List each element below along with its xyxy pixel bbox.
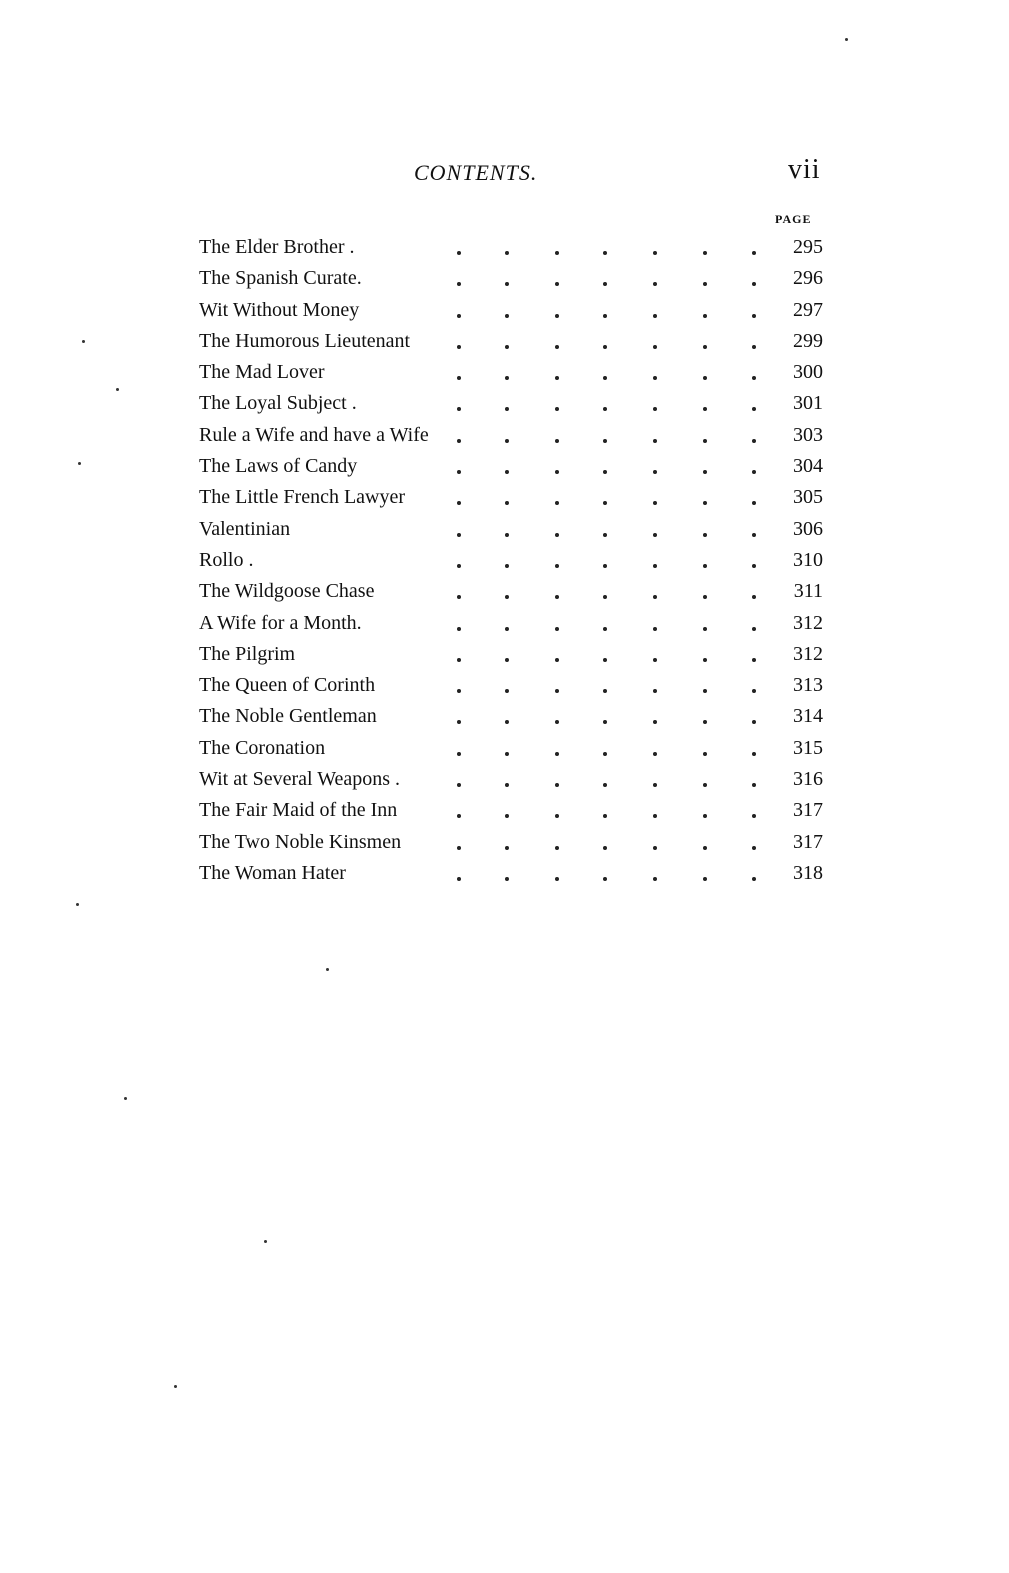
entry-title: The Spanish Curate. — [199, 263, 366, 294]
entry-page-number: 297 — [793, 298, 823, 321]
page-column-label: PAGE — [775, 212, 812, 226]
entry-title: The Loyal Subject . — [199, 388, 361, 419]
toc-entry — [199, 764, 829, 795]
entry-page-number: 299 — [793, 329, 823, 352]
toc-entry — [199, 263, 829, 294]
toc-entry — [199, 232, 829, 263]
entry-page-number: 316 — [793, 768, 823, 791]
entry-title: The Wildgoose Chase — [199, 576, 378, 607]
dot-leader — [199, 545, 765, 576]
toc-entry — [199, 733, 829, 764]
toc-entry — [199, 514, 829, 545]
entry-page-number: 305 — [793, 486, 823, 509]
toc-entry — [199, 827, 829, 858]
print-speck — [174, 1385, 177, 1388]
toc-entry — [199, 545, 829, 576]
entry-page-number: 312 — [793, 642, 823, 665]
toc-entry — [199, 608, 829, 639]
toc-entry — [199, 858, 829, 889]
entry-title: Rollo . — [199, 545, 257, 576]
toc-entry — [199, 482, 829, 513]
toc-entry — [199, 670, 829, 701]
toc-entry — [199, 357, 829, 388]
entry-title: A Wife for a Month. — [199, 608, 366, 639]
contents-list — [199, 232, 829, 889]
toc-entry — [199, 326, 829, 357]
print-speck — [124, 1097, 127, 1100]
entry-page-number: 295 — [793, 236, 823, 258]
entry-page-number: 301 — [793, 392, 823, 415]
toc-entry — [199, 795, 829, 826]
entry-page-number: 303 — [793, 423, 823, 446]
print-speck — [116, 388, 119, 391]
entry-title: Rule a Wife and have a Wife — [199, 420, 433, 451]
entry-page-number: 318 — [793, 861, 823, 884]
entry-title: The Woman Hater — [199, 858, 350, 889]
entry-title: Wit Without Money — [199, 295, 363, 326]
print-speck — [264, 1240, 267, 1243]
entry-page-number: 314 — [793, 705, 823, 728]
toc-entry — [199, 420, 829, 451]
entry-page-number: 312 — [793, 611, 823, 634]
entry-title: The Fair Maid of the Inn — [199, 795, 401, 826]
entry-title: Wit at Several Weapons . — [199, 764, 404, 795]
entry-page-number: 313 — [793, 674, 823, 697]
entry-title: The Queen of Corinth — [199, 670, 379, 701]
entry-title: The Coronation — [199, 733, 329, 764]
print-speck — [326, 968, 329, 971]
toc-entry — [199, 639, 829, 670]
entry-page-number: 317 — [793, 799, 823, 822]
entry-title: The Noble Gentleman — [199, 701, 381, 732]
entry-title: The Laws of Candy — [199, 451, 361, 482]
entry-title: The Two Noble Kinsmen — [199, 827, 405, 858]
entry-page-number: 306 — [793, 517, 823, 540]
toc-entry — [199, 295, 829, 326]
entry-page-number: 317 — [793, 830, 823, 853]
entry-page-number: 304 — [793, 455, 823, 478]
entry-title: The Elder Brother . — [199, 232, 359, 263]
print-speck — [845, 38, 848, 41]
running-head: CONTENTS. — [414, 160, 538, 185]
toc-entry — [199, 701, 829, 732]
entry-title: Valentinian — [199, 514, 294, 545]
page-number: vii — [788, 154, 821, 185]
page-header — [0, 150, 1009, 190]
entry-title: The Little French Lawyer — [199, 482, 409, 513]
entry-page-number: 296 — [793, 267, 823, 290]
entry-title: The Mad Lover — [199, 357, 329, 388]
entry-page-number: 315 — [793, 736, 823, 759]
print-speck — [78, 462, 81, 465]
entry-page-number: 300 — [793, 361, 823, 384]
entry-title: The Humorous Lieutenant — [199, 326, 414, 357]
print-speck — [76, 903, 79, 906]
entry-page-number: 310 — [793, 548, 823, 571]
entry-title: The Pilgrim — [199, 639, 299, 670]
toc-entry — [199, 388, 829, 419]
toc-entry — [199, 576, 829, 607]
entry-page-number: 311 — [793, 580, 823, 603]
toc-entry — [199, 451, 829, 482]
print-speck — [82, 340, 85, 343]
